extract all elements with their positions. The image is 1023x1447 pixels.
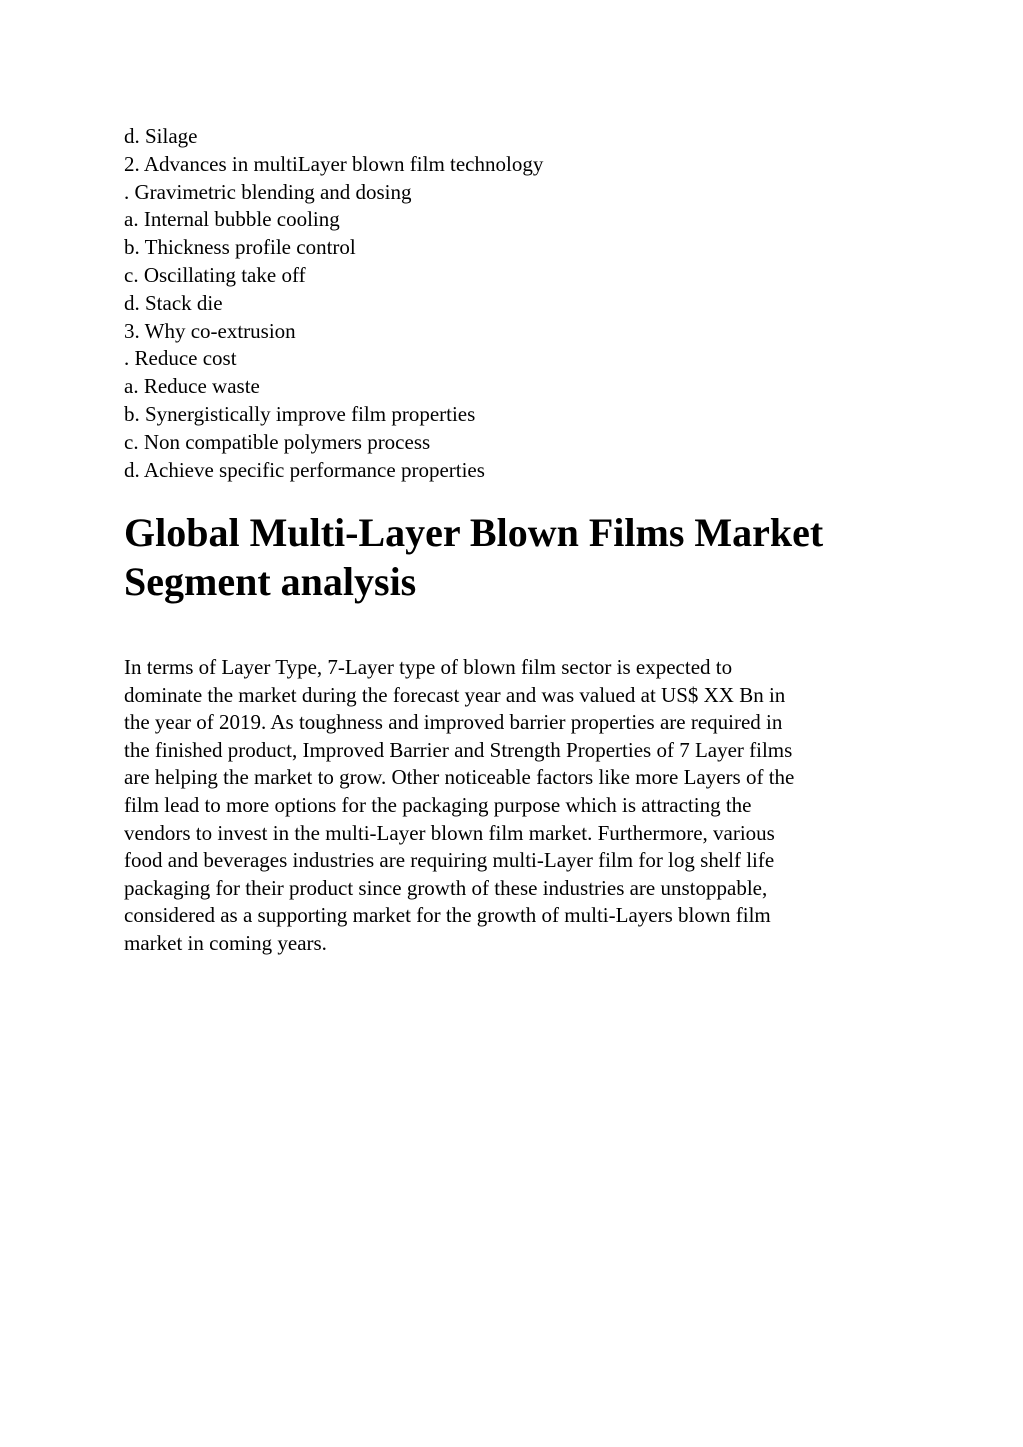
paragraph-line: vendors to invest in the multi-Layer blown film market. Furthermore, various (124, 820, 775, 845)
list-item: c. Oscillating take off (124, 262, 306, 287)
list-item: d. Silage (124, 124, 198, 148)
body-paragraph (124, 654, 904, 958)
paragraph-line: food and beverages industries are requiring multi-Layer film for log shelf life (124, 848, 775, 873)
list-item: . Reduce cost (124, 346, 237, 371)
section-heading (124, 508, 904, 606)
list-item: 2. Advances in multiLayer blown film technology (124, 151, 544, 176)
list-item: . Gravimetric blending and dosing (124, 179, 412, 204)
list-item: a. Internal bubble cooling (124, 207, 340, 232)
paragraph-line: are helping the market to grow. Other noticeable factors like more Layers of the (124, 765, 795, 790)
paragraph-line: dominate the market during the forecast year and was valued at US$ XX Bn in (124, 682, 786, 707)
section-heading-line: Segment analysis (124, 559, 417, 604)
list-item: b. Thickness profile control (124, 235, 356, 260)
section-heading-line: Global Multi-Layer Blown Films Market (124, 510, 824, 555)
outline-list (124, 123, 904, 484)
paragraph-line: considered as a supporting market for the growth of multi-Layers blown film (124, 903, 771, 928)
paragraph-line: the year of 2019. As toughness and improved barrier properties are required in (124, 710, 783, 735)
paragraph-line: film lead to more options for the packaging purpose which is attracting the (124, 792, 752, 817)
list-item: d. Stack die (124, 290, 223, 315)
list-item: c. Non compatible polymers process (124, 429, 431, 454)
paragraph-line: the finished product, Improved Barrier and Strength Properties of 7 Layer films (124, 737, 793, 762)
list-item: 3. Why co-extrusion (124, 318, 296, 343)
list-item: b. Synergistically improve film properties (124, 401, 476, 426)
paragraph-line: packaging for their product since growth of these industries are unstoppable, (124, 875, 768, 900)
paragraph-line: In terms of Layer Type, 7-Layer type of blown film sector is expected to (124, 655, 733, 679)
paragraph-line: market in coming years. (124, 930, 327, 955)
list-item: a. Reduce waste (124, 374, 260, 399)
list-item: d. Achieve specific performance properties (124, 457, 485, 482)
